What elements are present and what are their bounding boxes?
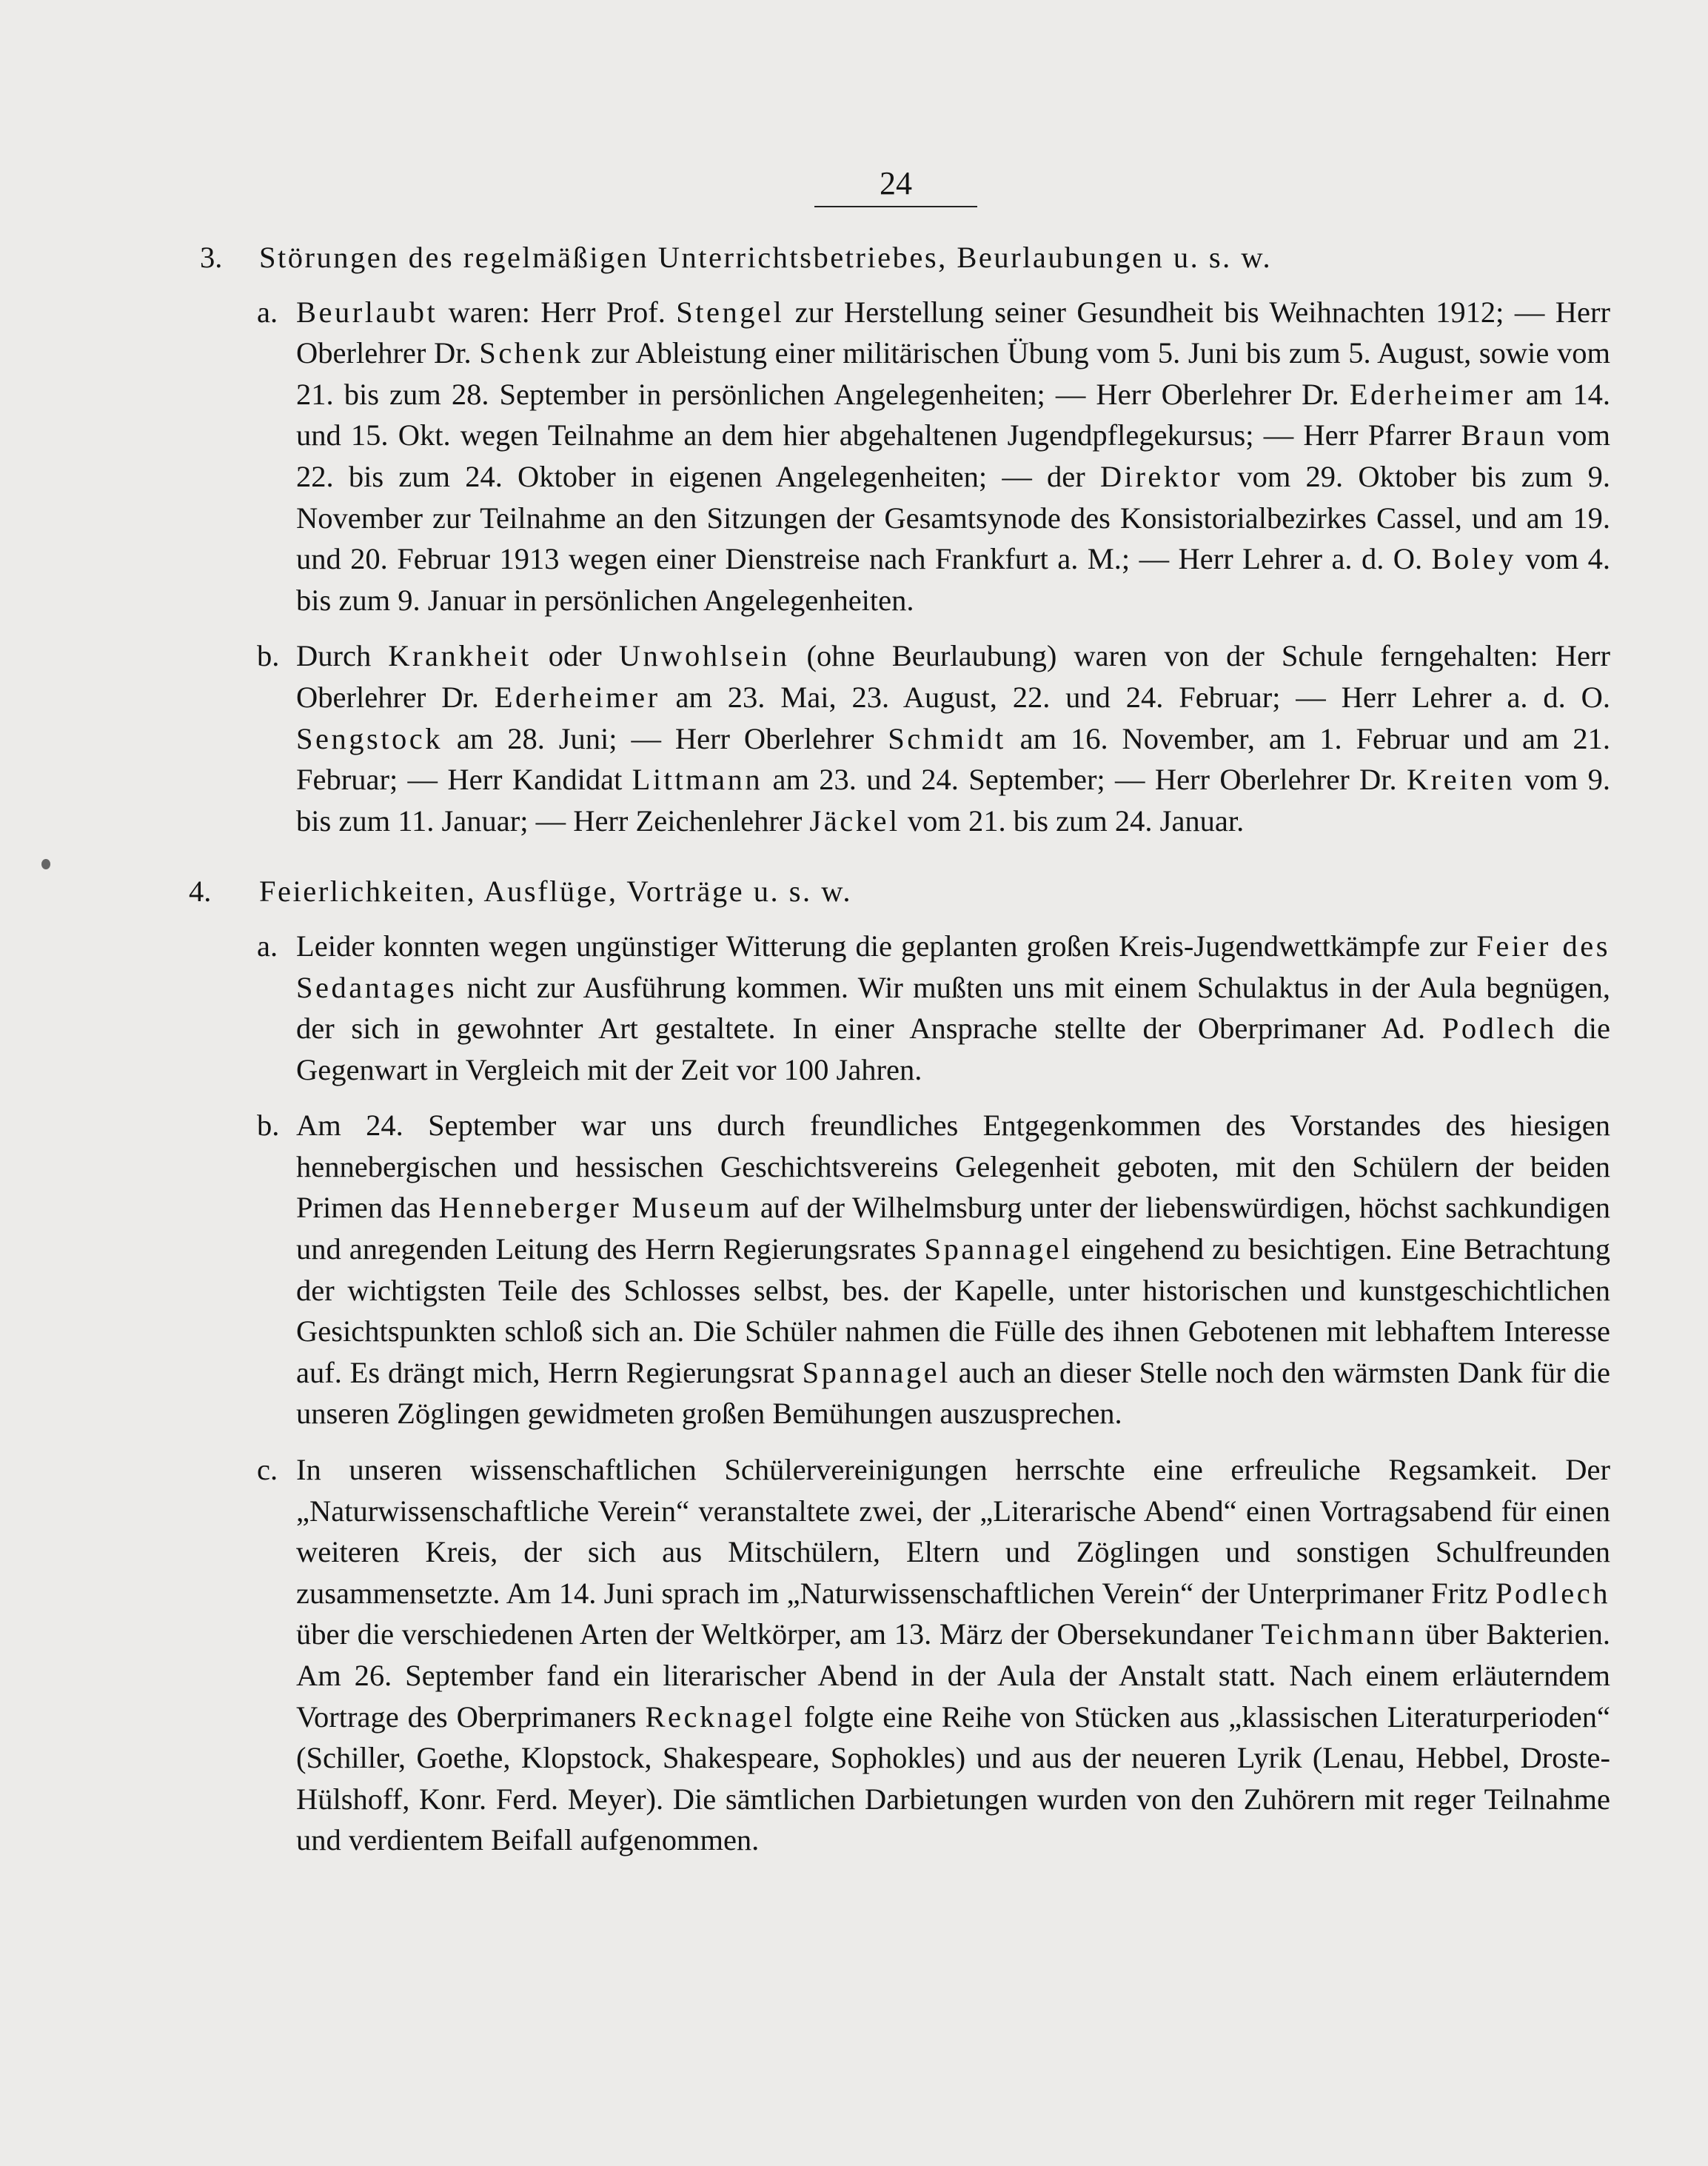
spaced-name: Henneberger Museum xyxy=(438,1191,753,1225)
section-3-number: 3. xyxy=(200,241,223,274)
spaced-name: Boley xyxy=(1431,542,1516,576)
spaced-name: Ederheimer xyxy=(1349,377,1516,411)
spaced-name: Ederheimer xyxy=(494,680,660,714)
section-4-heading xyxy=(181,871,1610,912)
item-letter: c. xyxy=(257,1453,278,1487)
page-number: 24 xyxy=(880,165,912,201)
paragraph-text: am 14. und 15. Okt. wegen Teilnahme an dem hier abgehaltenen Jugendpflegekursus; — Herr Pfarrer xyxy=(296,377,1610,452)
section-4-item-c xyxy=(181,1449,1610,1861)
paragraph-text: die Gegenwart in Vergleich mit der Zeit vor 100 Jahren. xyxy=(296,1012,1610,1086)
paragraph-text: am 16. November, am 1. Februar und am 21. Februar; — Herr Kandidat xyxy=(296,721,1610,797)
spaced-name: Schmidt xyxy=(888,721,1006,755)
paragraph-text: (ohne Beurlaubung) waren von der Schule ferngehalten: Herr Oberlehrer Dr. xyxy=(296,639,1610,714)
item-paragraph xyxy=(296,1449,1610,1861)
paragraph-text: auf der Wilhelmsburg unter der liebenswürdigen, höchst sachkundigen und anregenden Leitung des Herrn Regierungsrates xyxy=(296,1191,1610,1266)
item-letter: a. xyxy=(257,295,278,329)
paragraph-text: am 28. Juni; — Herr Oberlehrer xyxy=(443,721,888,755)
spaced-name: Unwohlsein xyxy=(618,639,790,673)
item-letter: b. xyxy=(257,1109,280,1143)
paragraph-text: vom 9. bis zum 11. Januar; — Herr Zeichenlehrer xyxy=(296,763,1610,838)
ink-spot xyxy=(41,859,50,869)
paragraph-text: vom 29. Oktober bis zum 9. November zur Teilnahme an den Sitzungen der Gesamtsynode des Konsistorialbezirkes Cassel, und am 19. und 20. Februar 1913 wegen einer Dienstreise nach Frankfurt a. M.; — Herr Lehrer a. d. O. xyxy=(296,459,1611,576)
paragraph-text: zur Herstellung seiner Gesundheit bis Weihnachten 1912; — Herr Oberlehrer Dr. xyxy=(296,295,1610,370)
paragraph-text: am 23. und 24. September; — Herr Oberlehrer Dr. xyxy=(763,763,1407,797)
spaced-name: Stengel xyxy=(676,295,785,329)
paragraph-text: waren: Herr Prof. xyxy=(438,295,677,329)
spaced-name: Spannagel xyxy=(924,1232,1073,1266)
spaced-name: Schenk xyxy=(479,336,583,370)
spaced-name: Braun xyxy=(1461,418,1547,452)
spaced-name: Spannagel xyxy=(802,1355,951,1389)
paragraph-text: vom 22. bis zum 24. Oktober in eigenen Angelegenheiten; — der xyxy=(296,418,1610,493)
section-4-title: Feierlichkeiten, Ausflüge, Vorträge u. s. w. xyxy=(259,875,852,909)
spaced-name: Littmann xyxy=(632,763,763,797)
paragraph-text: oder xyxy=(531,639,619,673)
paragraph-text: Leider konnten wegen ungünstiger Witterung die geplanten großen Kreis-Jugendwettkämpfe zur xyxy=(296,929,1477,963)
spaced-name: Direktor xyxy=(1099,459,1223,493)
paragraph-text: eingehend zu besichtigen. Eine Betrachtung der wichtigsten Teile des Schlosses selbst, bes. der Kapelle, unter historischen und kunstgeschichtlichen Gesichtspunkten schloß sich an. Die Schüler nahmen die Fülle des ihnen Gebotenen mit lebhaftem Interesse auf. Es drängt mich, Herrn Regierungsrat xyxy=(296,1232,1610,1389)
paragraph-text: zur Ableistung einer militärischen Übung vom 5. Juni bis zum 5. August, sowie vom 21. bis zum 28. September in persönlichen Angelegenheiten; — Herr Oberlehrer Dr. xyxy=(296,336,1610,411)
spaced-name: Feier des Sedantages xyxy=(296,929,1610,1004)
spaced-name: Podlech xyxy=(1441,1012,1557,1046)
paragraph-text: nicht zur Ausführung kommen. Wir mußten uns mit einem Schulaktus in der Aula begnügen, der sich in gewohnter Art gestaltete. In einer Ansprache stellte der Oberprimaner Ad. xyxy=(296,970,1610,1046)
paragraph-text: In unseren wissenschaftlichen Schülervereinigungen herrschte eine erfreuliche Regsamkeit. Der „Naturwissenschaftliche Verein“ veranstaltete zwei, der „Literarische Abend“ einen Vortragsabend für einen weiteren Kreis, der sich aus Mitschülern, Eltern und Zöglingen und sonstigen Schulfreunden zusammensetzte. Am 14. Juni sprach im „Naturwissenschaftlichen Verein“ der Unterprimaner Fritz xyxy=(296,1453,1610,1610)
paragraph-text: über die verschiedenen Arten der Weltkörper, am 13. März der Obersekundaner xyxy=(296,1617,1262,1651)
section-3-item-a xyxy=(181,292,1610,621)
paragraph-text: am 23. Mai, 23. August, 22. und 24. Februar; — Herr Lehrer a. d. O. xyxy=(660,680,1611,714)
paragraph-text: Am 24. September war uns durch freundliches Entgegenkommen des Vorstandes des hiesigen hennebergischen und hessischen Geschichtsvereins Gelegenheit geboten, mit den Schülern der beiden Primen das xyxy=(296,1109,1610,1225)
spaced-name: Kreiten xyxy=(1407,763,1515,797)
item-letter: a. xyxy=(257,929,278,963)
item-paragraph xyxy=(296,292,1610,621)
spaced-name: Krankheit xyxy=(388,639,532,673)
section-4-item-b xyxy=(181,1105,1610,1434)
spaced-name: Jäckel xyxy=(809,803,900,838)
item-paragraph xyxy=(296,635,1610,841)
paragraph-text: vom 21. bis zum 24. Januar. xyxy=(900,803,1245,838)
spaced-name: Recknagel xyxy=(645,1699,795,1734)
section-3-title: Störungen des regelmäßigen Unterrichtsbetriebes, Beurlaubungen u. s. w. xyxy=(259,241,1273,274)
page-content xyxy=(181,237,1610,1876)
spaced-name: Sengstock xyxy=(296,721,443,755)
section-4-number: 4. xyxy=(189,875,212,909)
page-number-rule xyxy=(814,206,977,207)
item-paragraph xyxy=(296,1105,1610,1434)
paragraph-text: folgte eine Reihe von Stücken aus „klassischen Literaturperioden“ (Schiller, Goethe, Klopstock, Shakespeare, Sophokles) und aus der neueren Lyrik (Lenau, Hebbel, Droste-Hülshoff, Konr. Ferd. Meyer). Die sämtlichen Darbietungen wurden von den Zuhörern mit reger Teilnahme und verdientem Beifall aufgenommen. xyxy=(296,1699,1610,1857)
spaced-name: Beurlaubt xyxy=(296,295,438,329)
paragraph-text: über Bakterien. Am 26. September fand ein literarischer Abend in der Aula der Anstalt statt. Nach einem erläuterndem Vortrage des Oberprimaners xyxy=(296,1617,1610,1734)
paragraph-text: Durch xyxy=(296,639,389,673)
section-3-heading xyxy=(181,237,1610,278)
spaced-name: Teichmann xyxy=(1261,1617,1418,1651)
paragraph-text: auch an dieser Stelle noch den wärmsten Dank für die unseren Zöglingen gewidmeten großen Bemühungen auszusprechen. xyxy=(296,1355,1610,1431)
spaced-name: Podlech xyxy=(1496,1576,1610,1610)
paragraph-text: vom 4. bis zum 9. Januar in persönlichen Angelegenheiten. xyxy=(296,542,1610,617)
section-3-item-b xyxy=(181,635,1610,841)
item-letter: b. xyxy=(257,639,280,673)
section-4-item-a xyxy=(181,926,1610,1090)
item-paragraph xyxy=(296,926,1610,1090)
